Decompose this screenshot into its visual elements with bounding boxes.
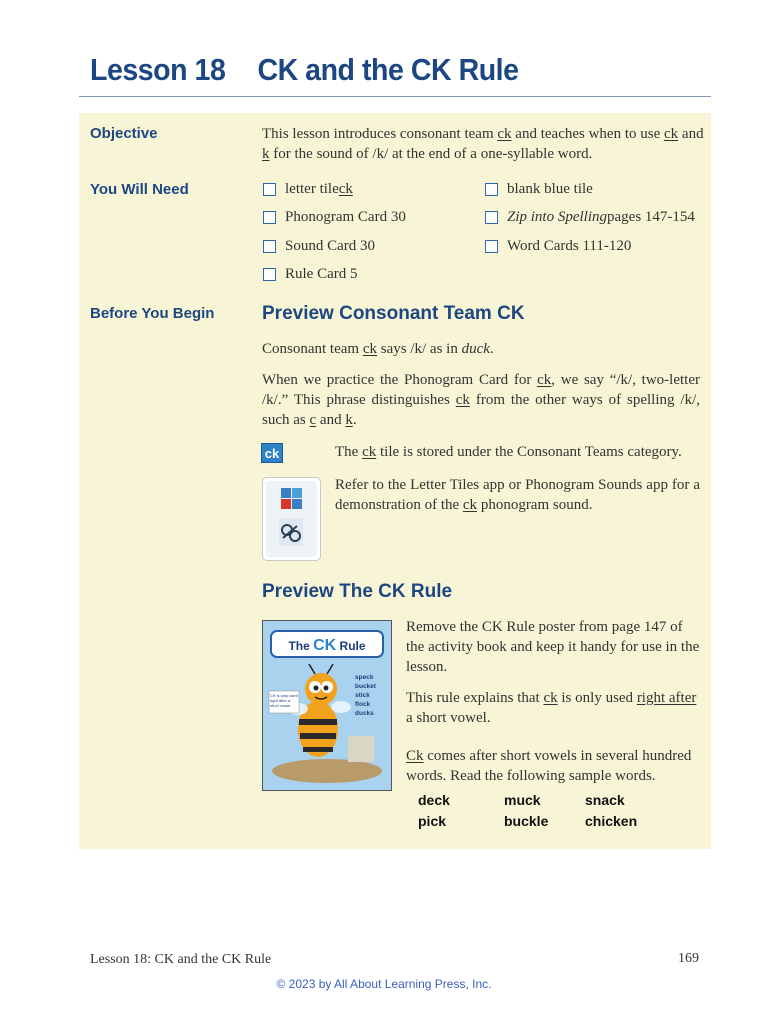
- sample-word: chicken: [585, 813, 638, 829]
- checkbox[interactable]: [263, 183, 276, 196]
- preview-rule-paragraph-3: Ck comes after short vowels in several hundred words. Read the following sample words.: [406, 748, 692, 784]
- preview-team-paragraph-1: Consonant team ck says /k/ as in duck.: [262, 341, 494, 357]
- poster-title: The CK Rule: [288, 637, 366, 654]
- you-will-need-label: You Will Need: [90, 181, 189, 198]
- objective-text: This lesson introduces consonant team ck and teaches when to use ck and k for the sound of /k/ at the end of a one-syllable word.: [262, 126, 704, 162]
- checklist-item-blank-tile[interactable]: blank blue tile: [485, 181, 593, 198]
- checklist-item-word-cards[interactable]: Word Cards 111-120: [485, 238, 631, 255]
- preview-rule-paragraph-2: This rule explains that ck is only used right after a short vowel.: [406, 690, 697, 726]
- ck-letter-tile: ck: [261, 443, 283, 463]
- tile-storage-note: The ck tile is stored under the Consonant Teams category.: [335, 444, 682, 460]
- checkbox[interactable]: [485, 240, 498, 253]
- checklist-item-letter-tile[interactable]: letter tile ck: [263, 181, 353, 198]
- sample-word: muck: [504, 792, 541, 808]
- preview-rule-paragraph-1: Remove the CK Rule poster from page 147 of the activity book and keep it handy for use in the lesson.: [406, 619, 700, 675]
- page-title: [90, 52, 519, 88]
- checkbox[interactable]: [485, 211, 498, 224]
- poster-rule-note: CK is only used right after a short vowel.: [270, 693, 298, 708]
- lesson-number: Lesson 18: [90, 52, 226, 87]
- title-divider: [79, 96, 711, 97]
- checklist-item-zip-into-spelling[interactable]: Zip into Spelling pages 147-154: [485, 209, 695, 226]
- before-you-begin-label: Before You Begin: [90, 305, 215, 322]
- checklist-item-sound-card[interactable]: Sound Card 30: [263, 238, 375, 255]
- preview-team-paragraph-2: When we practice the Phonogram Card for ck, we say “/k/, two-letter /k/.” This phrase distinguishes ck from the other ways of spelling /k/, such as c and k.: [262, 372, 700, 428]
- letter-tiles-app-icon: [262, 477, 321, 561]
- preview-ck-rule-heading: Preview The CK Rule: [262, 581, 453, 602]
- footer-lesson-title: Lesson 18: CK and the CK Rule: [90, 952, 272, 967]
- ck-rule-poster: [262, 620, 392, 791]
- sample-word: pick: [418, 813, 447, 829]
- checklist-item-rule-card[interactable]: Rule Card 5: [263, 266, 358, 283]
- lesson-title: CK and the CK Rule: [257, 52, 519, 87]
- checkbox[interactable]: [263, 268, 276, 281]
- sample-word: buckle: [504, 813, 549, 829]
- app-reference-note: Refer to the Letter Tiles app or Phonogram Sounds app for a demonstration of the ck phonogram sound.: [335, 477, 700, 513]
- checklist-item-phonogram-card[interactable]: Phonogram Card 30: [263, 209, 406, 226]
- checkbox[interactable]: [263, 211, 276, 224]
- poster-word-list: speck bucket stick flock ducks: [355, 674, 376, 717]
- sample-word: snack: [585, 792, 625, 808]
- objective-label: Objective: [90, 125, 158, 142]
- copyright-notice: © 2023 by All About Learning Press, Inc.: [276, 977, 492, 991]
- sample-word: deck: [418, 792, 450, 808]
- checkbox[interactable]: [485, 183, 498, 196]
- preview-consonant-team-heading: Preview Consonant Team CK: [262, 303, 525, 324]
- checkbox[interactable]: [263, 240, 276, 253]
- page-number: 169: [678, 951, 699, 966]
